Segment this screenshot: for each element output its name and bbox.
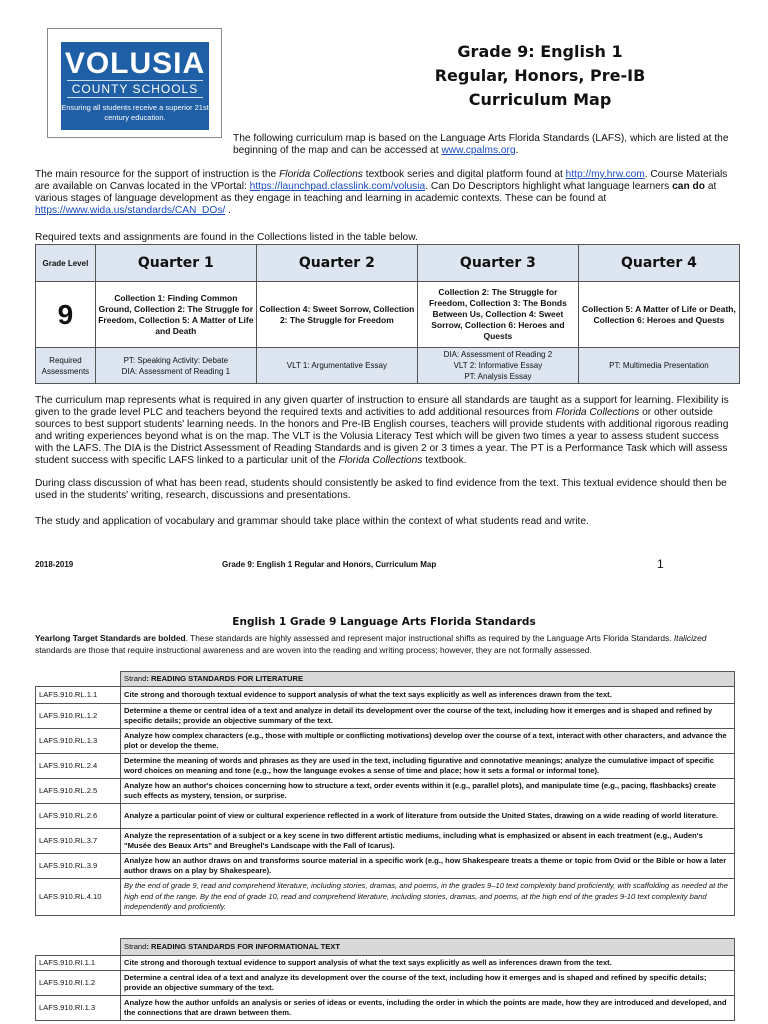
quarter-2-collections: Collection 4: Sweet Sorrow, Collection 2: The Struggle for Freedom	[256, 282, 417, 348]
standard-text: Analyze the representation of a subject or a key scene in two different artistic mediums, including what is emphasized or absent in each treatment (e.g., Auden's "Musée des Beaux Arts" and Breughel's Landscape with the Fall of Icarus).	[121, 829, 735, 854]
title-line-3: Curriculum Map	[468, 90, 612, 109]
body-paragraph-1	[35, 395, 735, 467]
assessment-item: PT: Speaking Activity: Debate	[123, 355, 229, 365]
literature-standards-table	[35, 671, 735, 916]
standard-code: LAFS.910.RL.2.4	[36, 754, 121, 779]
grade-level-header: Grade Level	[36, 245, 96, 282]
body-text: or other outside sources to best support students' learning needs. In the honors and Pre-IB English courses, teachers will provide students with additional rigorous reading and writing experiences beyond what is on the map. The VLT is the Volusia Literacy Test which will be given two times a year to assess student success with the LAFS. The DIA is the District Assessment of Reading Standards and is given 2 or 3 times a year. The PT is a Performance Task which will assess student success with specific LAFS linked to a particular unit of the	[35, 407, 729, 466]
intro-text: The following curriculum map is based on the Language Arts Florida Standards (LAFS), which are listed at the beginning of the map and can be accessed at	[233, 133, 729, 156]
body-paragraph-3: The study and application of vocabulary and grammar should take place within the context of what students read and write.	[35, 516, 589, 527]
standard-code: LAFS.910.RL.4.10	[36, 879, 121, 916]
standard-code: LAFS.910.RL.1.2	[36, 704, 121, 729]
standard-text: Analyze how complex characters (e.g., those with multiple or conflicting motivations) develop over the course of a text, interact with other characters, and advance the plot or develop the theme.	[121, 729, 735, 754]
title-line-2: Regular, Honors, Pre-IB	[434, 66, 646, 85]
assessment-item: VLT 2: Informative Essay	[453, 361, 543, 370]
informational-standards-table	[35, 938, 735, 1021]
strand-name: : READING STANDARDS FOR INFORMATIONAL TEXT	[146, 941, 341, 951]
body-text: The curriculum map represents what is required in any given quarter of instruction to ensure all standards are taught as a support for learning. Flexibility is given to the grade level PLC and teachers beyond the required texts and activities to add additional resources from	[35, 395, 729, 418]
quarter-1-assessments	[95, 348, 256, 384]
standard-text: Cite strong and thorough textual evidence to support analysis of what the text says explicitly as well as inferences drawn from the text.	[121, 687, 735, 704]
assessment-item: PT: Analysis Essay	[464, 372, 532, 381]
standard-text: Determine a central idea of a text and analyze its development over the course of the text, including how it emerges and is shaped and refined by specific details; provide an objective summary of the text.	[121, 971, 735, 996]
standard-code: LAFS.910.RI.1.3	[36, 996, 121, 1021]
quarter-2-assessments	[256, 348, 417, 384]
standard-text: Cite strong and thorough textual evidence to support analysis of what the text says explicitly as well as inferences drawn from the text.	[121, 956, 735, 971]
standard-code: LAFS.910.RL.3.7	[36, 829, 121, 854]
assessment-item: DIA: Assessment of Reading 1	[121, 366, 231, 376]
informational-strand-header	[121, 939, 735, 956]
quarter-3-assessments	[417, 348, 578, 384]
quarter-2-header: Quarter 2	[256, 245, 417, 282]
intro-paragraph-1: The following curriculum map is based on the Language Arts Florida Standards (LAFS), which are listed at the beginning of the map and can be accessed at www.cpalms.org.	[233, 133, 729, 156]
body-text: textbook.	[425, 455, 467, 466]
standard-text: By the end of grade 9, read and comprehend literature, including stories, dramas, and poems, in the grades 9–10 text complexity band proficiently, with scaffolding as needed at the high end of the range. By the end of grade 10, read and comprehend literature, including stories, dramas, and poems, at the high end of the grades 9-10 text complexity band independently and proficiently.	[121, 879, 735, 916]
quarter-1-header: Quarter 1	[95, 245, 256, 282]
assessment-item: DIA: Assessment of Reading 2	[443, 350, 553, 359]
footer-title: Grade 9: English 1 Regular and Honors, Curriculum Map	[222, 560, 437, 569]
logo-tagline: Ensuring all students receive a superior 21st century education.	[61, 103, 209, 122]
body-italic: Florida Collections	[338, 455, 423, 466]
standard-code: LAFS.910.RL.1.3	[36, 729, 121, 754]
note-bold: Yearlong Target Standards are bolded	[35, 633, 186, 643]
quarter-table	[35, 244, 740, 384]
footer-year: 2018-2019	[35, 560, 74, 569]
intro-p2-italic: Florida Collections	[279, 169, 363, 180]
wida-link[interactable]: https://www.wida.us/standards/CAN_DOs/	[35, 205, 226, 216]
quarter-4-assessments	[578, 348, 739, 384]
classlink-link[interactable]: https://launchpad.classlink.com/volusia	[249, 181, 426, 192]
standards-note	[35, 632, 735, 656]
intro-p2-text: at various stages of language development as they engage in teaching and learning in academic contexts. These can be found at	[35, 181, 717, 204]
standard-code: LAFS.910.RI.1.1	[36, 956, 121, 971]
quarter-3-collections: Collection 2: The Struggle for Freedom, Collection 3: The Bonds Between Us, Collection 4: Sweet Sorrow, Collection 6: Heroes and Quests	[417, 282, 578, 348]
intro-p2-text: . Course Materials are available on Canvas located in the VPortal:	[35, 169, 728, 192]
standards-heading: English 1 Grade 9 Language Arts Florida Standards	[232, 616, 536, 628]
note-text: standards are those that require instructional awareness and are woven into the reading and writing process; however, they are not formally assessed.	[35, 645, 592, 655]
standard-text: Determine a theme or central idea of a text and analyze in detail its development over the course of the text, including how it emerges and is shaped and refined by specific details; provide an objective summary of the text.	[121, 704, 735, 729]
quarter-1-collections: Collection 1: Finding Common Ground, Collection 2: The Struggle for Freedom, Collection 5: A Matter of Life and Death	[95, 282, 256, 348]
standard-code: LAFS.910.RL.1.1	[36, 687, 121, 704]
literature-strand-header	[121, 672, 735, 687]
page-number: 1	[657, 557, 664, 571]
strand-name: : READING STANDARDS FOR LITERATURE	[146, 673, 304, 683]
strand-label: Strand	[124, 673, 147, 683]
standard-code: LAFS.910.RL.2.6	[36, 804, 121, 829]
intro-paragraph-2: The main resource for the support of instruction is the Florida Collections textbook series and digital platform found at http://my.hrw.com. Course Materials are available on Canvas located in the VPortal: https://launchpad.classlink.com/volusia. Can Do Descriptors highlight what language learners can do at various stages of language development as they engage in teaching and learning in academic contexts. These can be found at https://www.wida.us/standards/CAN_DOs/ .	[35, 169, 728, 216]
intro-p2-text: The main resource for the support of instruction is the	[35, 169, 277, 180]
logo-subtitle: COUNTY SCHOOLS	[67, 80, 203, 98]
intro-p2-text: textbook series and digital platform found at	[365, 169, 563, 180]
page-title	[410, 40, 670, 112]
standard-code: LAFS.910.RL.2.5	[36, 779, 121, 804]
standard-text: Analyze how an author's choices concerning how to structure a text, order events within it (e.g., parallel plots), and manipulate time (e.g., pacing, flashbacks) create such effects as mystery, tension, or surprise.	[121, 779, 735, 804]
standard-text: Analyze how an author draws on and transforms source material in a specific work (e.g., how Shakespeare treats a theme or topic from Ovid or the Bible or how a later author draws on a play by Shakespeare).	[121, 854, 735, 879]
note-text: . These standards are highly assessed and represent major instructional shifts as required by the Language Arts Florida Standards.	[185, 633, 672, 643]
hrw-link[interactable]: http://my.hrw.com	[565, 169, 645, 180]
assessment-item: PT: Multimedia Presentation	[609, 361, 709, 370]
intro-paragraph-3: Required texts and assignments are found in the Collections listed in the table below.	[35, 232, 418, 243]
standard-text: Analyze how the author unfolds an analysis or series of ideas or events, including the order in which the points are made, how they are introduced and developed, and the connections that are drawn between them.	[121, 996, 735, 1021]
strand-label: Strand	[124, 941, 147, 951]
standard-text: Analyze a particular point of view or cultural experience reflected in a work of literature from outside the United States, drawing on a wide reading of world literature.	[121, 804, 735, 829]
required-assessments-label: Required Assessments	[36, 348, 96, 384]
title-line-1: Grade 9: English 1	[457, 42, 623, 61]
quarter-4-collections: Collection 5: A Matter of Life or Death, Collection 6: Heroes and Quests	[578, 282, 739, 348]
quarter-3-header: Quarter 3	[417, 245, 578, 282]
district-logo	[61, 42, 209, 130]
standard-code: LAFS.910.RL.3.9	[36, 854, 121, 879]
note-italic: Italicized	[673, 633, 707, 643]
assessment-item: VLT 1: Argumentative Essay	[286, 361, 387, 370]
intro-p2-bold: can do	[672, 181, 705, 192]
grade-number: 9	[36, 282, 96, 348]
logo-name: VOLUSIA	[64, 47, 206, 80]
body-italic: Florida Collections	[555, 407, 640, 418]
intro-p2-text: . Can Do Descriptors highlight what language learners	[425, 181, 670, 192]
quarter-4-header: Quarter 4	[578, 245, 739, 282]
standard-code: LAFS.910.RI.1.2	[36, 971, 121, 996]
body-paragraph-2: During class discussion of what has been read, students should consistently be asked to find evidence from the text. This textual evidence should then be used in the students' writing, research, discussions and presentations.	[35, 478, 727, 501]
cpalms-link[interactable]: www.cpalms.org	[441, 145, 516, 156]
standard-text: Determine the meaning of words and phrases as they are used in the text, including figurative and connotative meanings; analyze the cumulative impact of specific word choices on meaning and tone (e.g., how the language evokes a sense of time and place; how it sets a formal or informal tone).	[121, 754, 735, 779]
